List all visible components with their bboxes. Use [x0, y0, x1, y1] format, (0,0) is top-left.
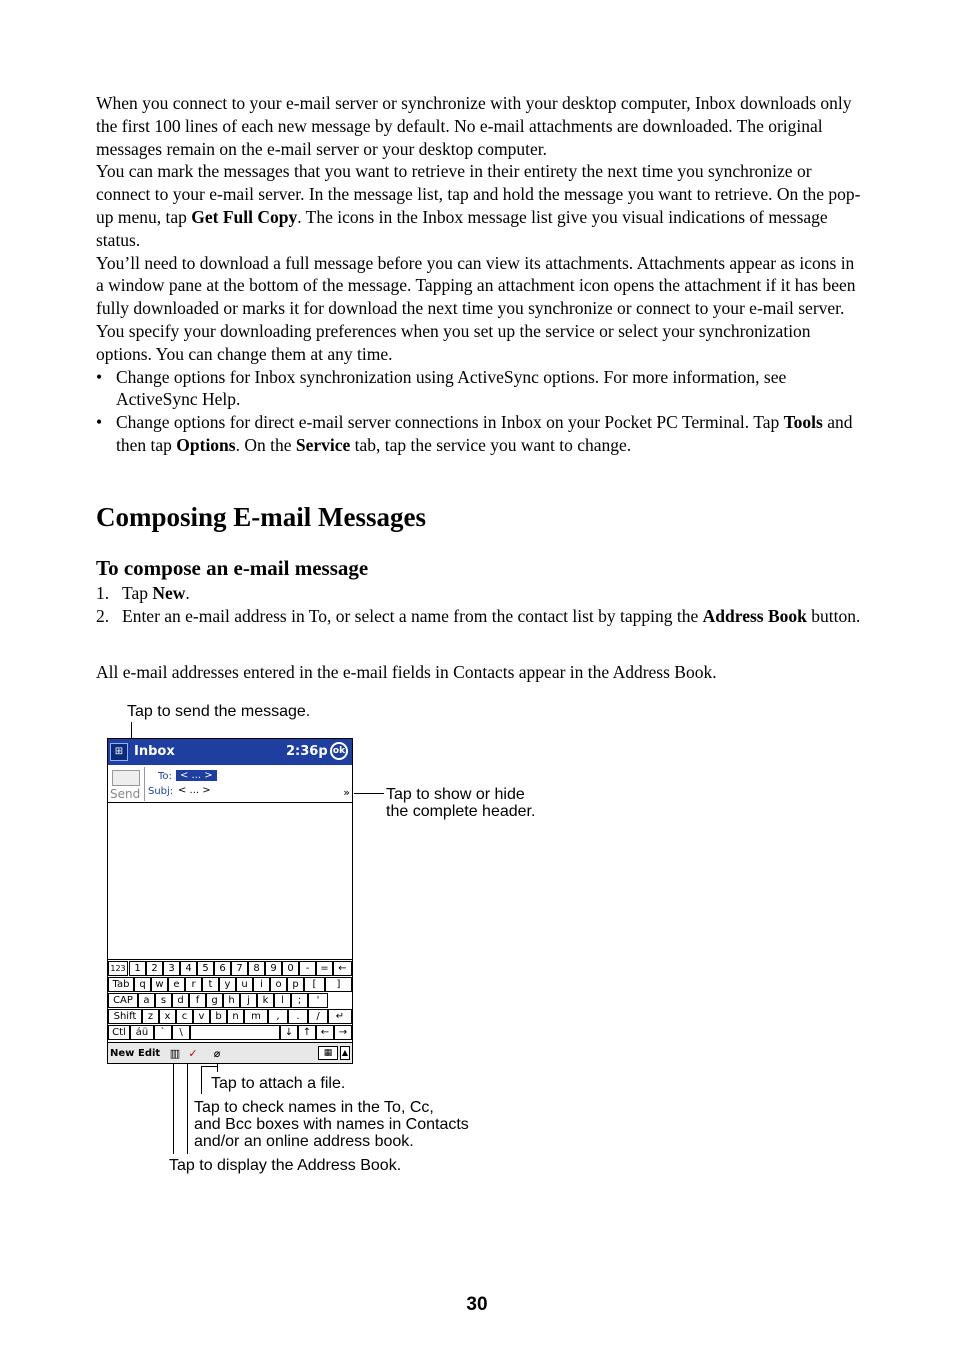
key[interactable]: m: [244, 1009, 268, 1024]
menu-edit[interactable]: Edit: [138, 1048, 161, 1059]
address-book-icon[interactable]: ▥: [169, 1047, 181, 1060]
subject-field[interactable]: < ... >: [178, 785, 211, 796]
key[interactable]: CAP: [108, 993, 138, 1008]
subsection-title: To compose an e-mail message: [96, 556, 369, 580]
key[interactable]: →: [334, 1025, 352, 1040]
key[interactable]: ]: [325, 977, 352, 992]
space-key[interactable]: [190, 1025, 280, 1040]
paragraph-attachments: You’ll need to download a full message before you can view its attachments. Attachments appear as icons in a window pane at the bottom of the message. Tapping an attachment icon opens the attachment if it has been fully downloaded or marks it for download the next time you synchronize or connect to your e-mail server.: [96, 252, 856, 319]
key[interactable]: ,: [268, 1009, 288, 1024]
bullet-direct-server: • Change options for direct e-mail server connections in Inbox on your Pocket PC Terminal. Tap Tools and then tap Options. On the Service tab, tap the service you want to change.: [96, 411, 864, 457]
keyboard-icon[interactable]: ▦: [318, 1046, 338, 1060]
app-title: Inbox: [134, 744, 175, 759]
to-field[interactable]: < ... >: [176, 770, 217, 781]
key[interactable]: 0: [282, 961, 299, 976]
check-names-icon[interactable]: ✓: [188, 1047, 198, 1060]
key[interactable]: q: [134, 977, 151, 992]
to-label: To:: [158, 771, 172, 782]
start-menu-icon[interactable]: ⊞: [110, 743, 128, 761]
leader-line-header: [354, 793, 384, 794]
clock: 2:36p: [286, 744, 328, 759]
key[interactable]: b: [210, 1009, 227, 1024]
bullet-activesync: • Change options for Inbox synchronization using ActiveSync options. For more information, see ActiveSync Help.: [96, 366, 864, 412]
key[interactable]: Shift: [108, 1009, 142, 1024]
leader-line-attach-horizontal: [201, 1066, 217, 1067]
paragraph-preferences: You specify your downloading preferences when you set up the service or select your synchronization options. You can change them at any time.: [96, 320, 811, 364]
key[interactable]: v: [193, 1009, 210, 1024]
key[interactable]: j: [240, 993, 257, 1008]
key[interactable]: =: [316, 961, 333, 976]
leader-line-check: [187, 1062, 188, 1154]
subject-label: Subj:: [148, 786, 174, 797]
key[interactable]: .: [288, 1009, 308, 1024]
key[interactable]: /: [308, 1009, 328, 1024]
callout-attach: Tap to attach a file.: [211, 1075, 346, 1092]
key[interactable]: \: [172, 1025, 190, 1040]
enter-key[interactable]: ↵: [328, 1009, 352, 1024]
callout-check-1: Tap to check names in the To, Cc,: [194, 1099, 434, 1116]
leader-line-attach: [201, 1066, 202, 1094]
key[interactable]: s: [155, 993, 172, 1008]
key[interactable]: `: [154, 1025, 172, 1040]
input-panel-arrow-icon[interactable]: ▲: [340, 1046, 350, 1060]
backspace-key[interactable]: ←: [333, 961, 352, 976]
page-number: 30: [466, 1294, 488, 1315]
address-book-note: All e-mail addresses entered in the e-mail fields in Contacts appear in the Address Book.: [96, 662, 717, 682]
key[interactable]: n: [227, 1009, 244, 1024]
key[interactable]: áü: [130, 1025, 154, 1040]
key[interactable]: h: [223, 993, 240, 1008]
key[interactable]: c: [176, 1009, 193, 1024]
paragraph-mark-messages: You can mark the messages that you want to retrieve in their entirety the next time you synchronize or connect to your e-mail server. In the message list, tap and hold the message you want to retrieve. On the pop-up menu, tap Get Full Copy. The icons in the Inbox message list give you visual indications of message status.: [96, 161, 861, 250]
key[interactable]: u: [236, 977, 253, 992]
key[interactable]: o: [270, 977, 287, 992]
key[interactable]: e: [168, 977, 185, 992]
key[interactable]: 9: [265, 961, 282, 976]
key[interactable]: 4: [180, 961, 197, 976]
keyboard-row-2: [108, 977, 352, 993]
paragraph-downloads: When you connect to your e-mail server or synchronize with your desktop computer, Inbox downloads only the first 100 lines of each new message by default. No e-mail attachments are downloaded. The original messages remain on the e-mail server or your desktop computer.: [96, 93, 852, 159]
key[interactable]: g: [206, 993, 223, 1008]
pocket-pc-screen: [107, 738, 353, 1064]
step-1: 1. Tap New.: [96, 583, 190, 603]
step-2: 2. Enter an e-mail address in To, or select a name from the contact list by tapping the Address Book button.: [96, 605, 861, 626]
key[interactable]: l: [274, 993, 291, 1008]
envelope-icon: [112, 770, 140, 786]
key[interactable]: 8: [248, 961, 265, 976]
key[interactable]: ←: [316, 1025, 334, 1040]
attachment-icon[interactable]: ⌀: [213, 1047, 221, 1060]
key[interactable]: [: [304, 977, 325, 992]
key[interactable]: d: [172, 993, 189, 1008]
key[interactable]: ': [308, 993, 328, 1008]
callout-send: Tap to send the message.: [127, 703, 311, 720]
key[interactable]: 3: [163, 961, 180, 976]
message-header: [108, 765, 352, 803]
intro-text: [96, 92, 864, 457]
callout-header-1: Tap to show or hide: [386, 786, 525, 803]
keyboard-row-1: [108, 961, 352, 977]
key[interactable]: i: [253, 977, 270, 992]
title-bar: [108, 739, 352, 765]
ok-button[interactable]: ok: [330, 742, 348, 760]
key[interactable]: r: [185, 977, 202, 992]
steps-block: [96, 582, 864, 628]
key[interactable]: w: [151, 977, 168, 992]
key[interactable]: 5: [197, 961, 214, 976]
key[interactable]: ↑: [298, 1025, 316, 1040]
send-button[interactable]: [108, 767, 145, 801]
key[interactable]: a: [138, 993, 155, 1008]
menu-new[interactable]: New: [110, 1048, 135, 1059]
key[interactable]: x: [159, 1009, 176, 1024]
key[interactable]: Ctl: [108, 1025, 130, 1040]
key[interactable]: 1: [129, 961, 146, 976]
key[interactable]: 7: [231, 961, 248, 976]
menu-bar: [108, 1042, 352, 1064]
key[interactable]: 6: [214, 961, 231, 976]
send-label: Send: [110, 787, 141, 801]
section-title: Composing E-mail Messages: [96, 502, 426, 532]
key[interactable]: -: [299, 961, 316, 976]
keyboard-row-3: [108, 993, 352, 1009]
callout-header-2: the complete header.: [386, 803, 536, 820]
callout-check-3: and/or an online address book.: [194, 1133, 414, 1150]
key[interactable]: p: [287, 977, 304, 992]
key[interactable]: z: [142, 1009, 159, 1024]
key[interactable]: y: [219, 977, 236, 992]
keyboard-row-4: [108, 1009, 352, 1025]
soft-keyboard: [108, 959, 352, 1042]
key[interactable]: ;: [291, 993, 308, 1008]
steps-list: [96, 582, 864, 628]
key[interactable]: f: [189, 993, 206, 1008]
expand-header-icon[interactable]: »: [343, 786, 350, 799]
leader-line-address-book: [173, 1062, 174, 1154]
callout-check-2: and Bcc boxes with names in Contacts: [194, 1116, 469, 1133]
key[interactable]: ↓: [280, 1025, 298, 1040]
key[interactable]: 123: [108, 961, 128, 976]
key[interactable]: k: [257, 993, 274, 1008]
keyboard-row-5: [108, 1025, 352, 1041]
key[interactable]: 2: [146, 961, 163, 976]
options-bullet-list: [96, 366, 864, 457]
callout-address-book: Tap to display the Address Book.: [169, 1157, 402, 1174]
key[interactable]: t: [202, 977, 219, 992]
key[interactable]: Tab: [108, 977, 134, 992]
